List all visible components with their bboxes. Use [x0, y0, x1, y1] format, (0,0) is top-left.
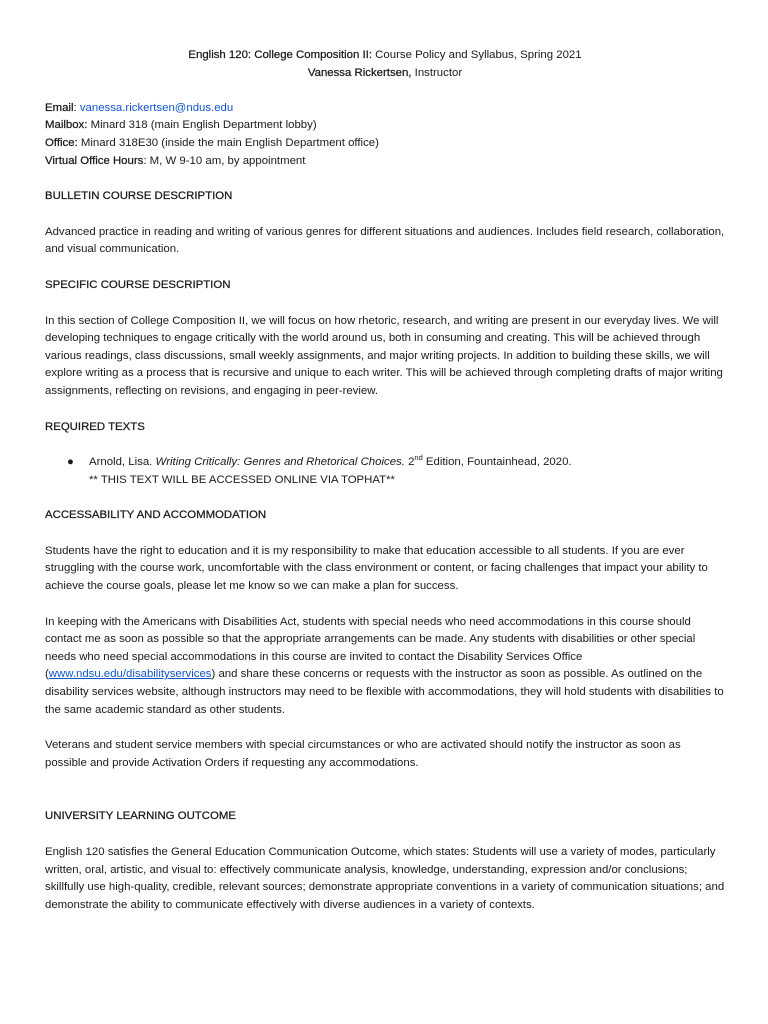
contact-block	[45, 100, 725, 170]
accessibility-p2-before: In keeping with the Americans with Disabilities Act, students with special needs who need accommodations in this course should contact me as soon as possible so that the appropriate arrangements can be made. Any students with disabilities or other special needs who need special accommodations in this course are invited to contact the Disability Services Office (	[45, 615, 696, 681]
text-title: Writing Critically: Genres and Rhetorical Choices.	[155, 456, 405, 469]
instructor-role: Instructor	[411, 66, 463, 79]
office-label: Office:	[45, 136, 78, 149]
bulletin-text: Advanced practice in reading and writing of various genres for different situations and audiences. Includes field research, collaboration, and visual communication.	[45, 225, 725, 256]
mailbox-value: Minard 318 (main English Department lobby)	[87, 119, 317, 132]
required-texts-heading: REQUIRED TEXTS	[45, 420, 145, 433]
instructor-line	[45, 65, 725, 83]
text-edition-sup: nd	[414, 453, 423, 463]
text-author: Arnold, Lisa.	[89, 456, 156, 469]
course-title: English 120: College Composition II:	[188, 49, 373, 61]
accessibility-paragraph-2	[45, 614, 725, 720]
specific-text: In this section of College Composition II, we will focus on how rhetoric, research, and writing are present in our everyday lives. We will developing techniques to engage critically with the world around us, both in consuming and creating. This will be achieved through various readings, class discussions, small weekly assignments, and major writing projects. In addition to building these skills, we will explore writing as a process that is recursive and unique to each writer. This will be achieved through completing drafts of major writing assignments, reflecting on revisions, and engaging in peer-review.	[45, 314, 723, 397]
accessibility-paragraph-1: Students have the right to education and it is my responsibility to make that education accessible to all students. If you are ever struggling with the course work, uncomfortable with the class environment or content, or facing challenges that impact your ability to achieve the course goals, please let me know so we can make a plan for success.	[45, 544, 708, 593]
accessibility-paragraph-3: Veterans and student service members with special circumstances or who are activated should notify the instructor as soon as possible and provide Activation Orders if requesting any accommodations.	[45, 739, 681, 769]
required-text-item	[45, 454, 725, 489]
office-hours-line	[45, 153, 725, 171]
accessibility-heading: ACCESSABILITY AND ACCOMMODATION	[45, 509, 267, 522]
disability-services-link[interactable]: www.ndsu.edu/disabilityservices	[48, 668, 212, 681]
bullet-icon: ●	[67, 456, 74, 469]
mailbox-line	[45, 117, 725, 135]
learning-outcome-text: English 120 satisfies the General Education Communication Outcome, which states: Students will use a variety of modes, particularly written, oral, artistic, and visual to: effectively communicate analysis, knowledge, understanding, expression and/or conclusions; skillfully use high-quality, credible, relevant sources; demonstrate appropriate conventions in a variety of communication situations; and demonstrate the ability to communicate effectively with diverse audiences in a variety of contexts.	[45, 846, 725, 911]
email-link[interactable]: vanessa.rickertsen@ndus.edu	[79, 101, 234, 114]
document-title-block	[45, 47, 725, 82]
office-hours-label: Virtual Office Hours	[45, 154, 144, 167]
office-value: Minard 318E30 (inside the main English Department office)	[77, 136, 379, 149]
course-title-line	[45, 47, 725, 65]
mailbox-label: Mailbox:	[45, 119, 88, 132]
email-label: Email	[45, 101, 74, 114]
text-edition-num: 2	[404, 456, 415, 469]
specific-heading: SPECIFIC COURSE DESCRIPTION	[45, 278, 231, 291]
required-text-citation	[89, 454, 725, 472]
office-line	[45, 135, 725, 153]
learning-outcome-heading: UNIVERSITY LEARNING OUTCOME	[45, 810, 236, 823]
bulletin-heading: BULLETIN COURSE DESCRIPTION	[45, 190, 233, 203]
email-line	[45, 100, 725, 118]
instructor-name: Vanessa Rickertsen,	[307, 66, 412, 79]
email-separator: :	[73, 101, 80, 114]
syllabus-document	[45, 47, 725, 914]
accessibility-p2-after: ) and share these concerns or requests with the instructor as soon as possible. As outlined on the disability services website, although instructors may need to be flexible with accommodations, they will hold students with disabilities to the same academic standard as other students.	[45, 668, 724, 716]
course-subtitle: Course Policy and Syllabus, Spring 2021	[372, 49, 582, 61]
office-hours-value: : M, W 9-10 am, by appointment	[143, 154, 306, 167]
text-edition-rest: Edition, Fountainhead, 2020.	[422, 456, 572, 469]
required-text-note: ** THIS TEXT WILL BE ACCESSED ONLINE VIA TOPHAT**	[89, 473, 395, 486]
